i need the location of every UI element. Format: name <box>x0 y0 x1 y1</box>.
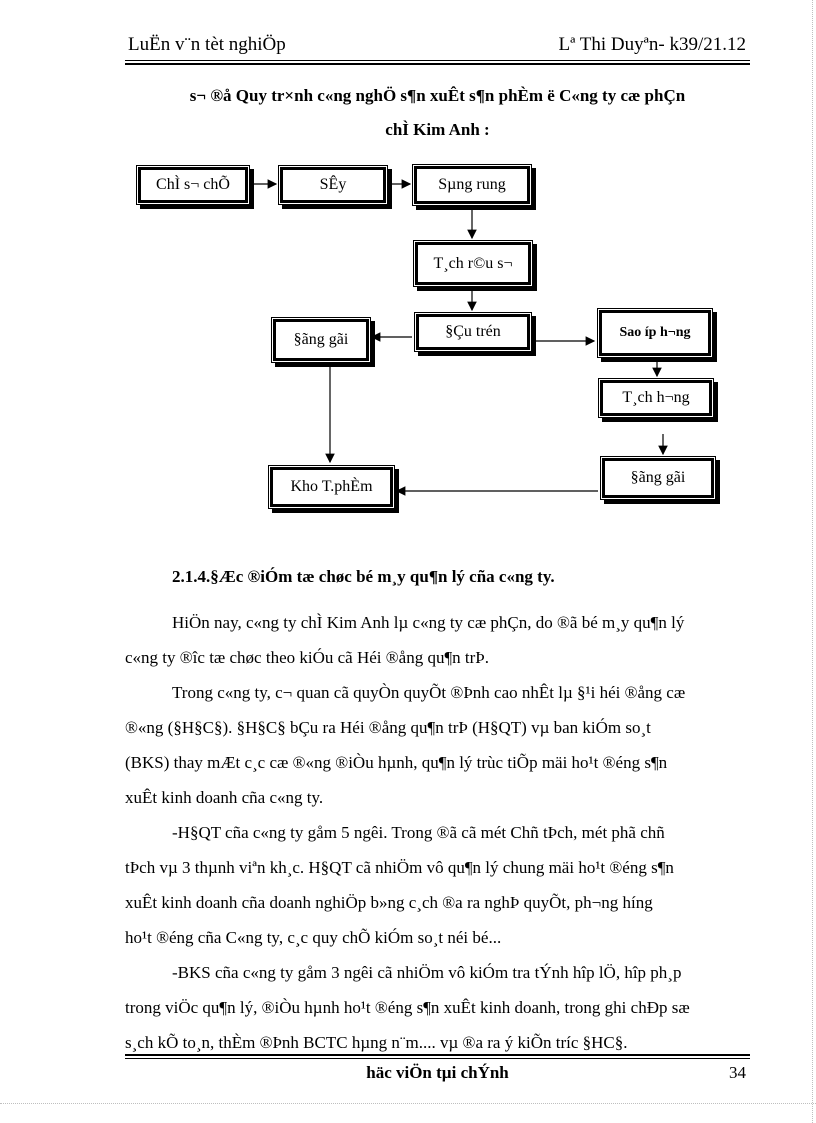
flow-box-kho-thanh-pham: Kho T.phÈm <box>268 465 395 509</box>
footer-rule <box>125 1058 750 1059</box>
paragraph-3-line-2: tÞch vµ 3 thµnh viªn kh¸c. H§QT cã nhiÖm vô qu¶n lý chung mäi ho¹t ®éng s¶n <box>125 858 674 877</box>
paragraph-3-line-3: xuÊt kinh doanh cña doanh nghiÖp b»ng c¸ch ®a ra nghÞ quyÕt, ph¬ng híng <box>125 893 653 912</box>
paragraph-1-line-1: HiÖn nay, c«ng ty chÌ Kim Anh lµ c«ng ty cæ phÇn, do ®ã bé m¸y qu¶n lý <box>172 613 685 632</box>
flow-box-dong-goi-right: §ãng gãi <box>600 456 716 500</box>
header-left: LuËn v¨n tèt nghiÖp <box>128 34 286 55</box>
paragraph-3-line-4: ho¹t ®éng cña C«ng ty, c¸c quy chÕ kiÓm so¸t néi bé... <box>125 928 502 947</box>
paragraph-1-line-2: c«ng ty ®îc tæ chøc theo kiÓu cã Héi ®ång qu¶n trÞ. <box>125 648 490 667</box>
paragraph-4-line-1: -BKS cña c«ng ty gåm 3 ngêi cã nhiÖm vô kiÓm tra tÝnh hîp lÖ, hîp ph¸p <box>172 963 682 982</box>
paragraph-2-line-4: xuÊt kinh doanh cña c«ng ty. <box>125 788 324 807</box>
header-right: Lª Thi Duyªn- k39/21.12 <box>558 34 746 55</box>
flow-box-tach-rau-so: T¸ch r©u s¬ <box>413 240 533 287</box>
section-heading: 2.1.4.§Æc ®iÓm tæ chøc bé m¸y qu¶n lý cña c«ng ty. <box>172 567 555 586</box>
flow-box-sao-uop-huong: Sao íp h¬ng <box>597 308 713 358</box>
page-number: 34 <box>729 1063 746 1082</box>
paragraph-4-line-2: trong viÖc qu¶n lý, ®iÒu hµnh ho¹t ®éng s¶n xuÊt kinh doanh, trong ghi chÐp sæ <box>125 998 690 1017</box>
flow-box-say: SÊy <box>278 165 388 205</box>
flow-box-dau-tron: §Çu trén <box>414 312 532 352</box>
footer-center: häc viÖn tµi chÝnh <box>366 1063 509 1082</box>
paragraph-4-line-3: s¸ch kÕ to¸n, thÈm ®Þnh BCTC hµng n¨m.... vµ ®a ra ý kiÕn tríc §HC§. <box>125 1033 628 1052</box>
flow-box-che-so-che: ChÌ s¬ chÕ <box>136 165 250 205</box>
diagram-title-line2: chÌ Kim Anh : <box>385 120 490 139</box>
page-edge-right <box>812 0 813 1123</box>
paragraph-2-line-3: (BKS) thay mÆt c¸c cæ ®«ng ®iÒu hµnh, qu¶n lý trùc tiÕp mäi ho¹t ®éng s¶n <box>125 753 668 772</box>
paragraph-2-line-2: ®«ng (§H§C§). §H§C§ bÇu ra Héi ®ång qu¶n trÞ (H§QT) vµ ban kiÓm so¸t <box>125 718 651 737</box>
footer-rule-thick <box>125 1054 750 1056</box>
flow-box-sang-rung: Sµng rung <box>412 164 532 206</box>
flow-box-tach-huong: T¸ch h¬ng <box>598 378 714 418</box>
flow-box-dong-goi-left: §ãng gãi <box>271 317 371 363</box>
paragraph-3-line-1: -H§QT cña c«ng ty gåm 5 ngêi. Trong ®ã cã mét Chñ tÞch, mét phã chñ <box>172 823 665 842</box>
paragraph-2-line-1: Trong c«ng ty, c¬ quan cã quyÒn quyÕt ®Þnh cao nhÊt lµ §¹i héi ®ång cæ <box>172 683 686 702</box>
page-edge-bottom <box>0 1103 816 1104</box>
diagram-title-line1: s¬ ®å Quy tr×nh c«ng nghÖ s¶n xuÊt s¶n phÈm ë C«ng ty cæ phÇn <box>189 86 686 105</box>
